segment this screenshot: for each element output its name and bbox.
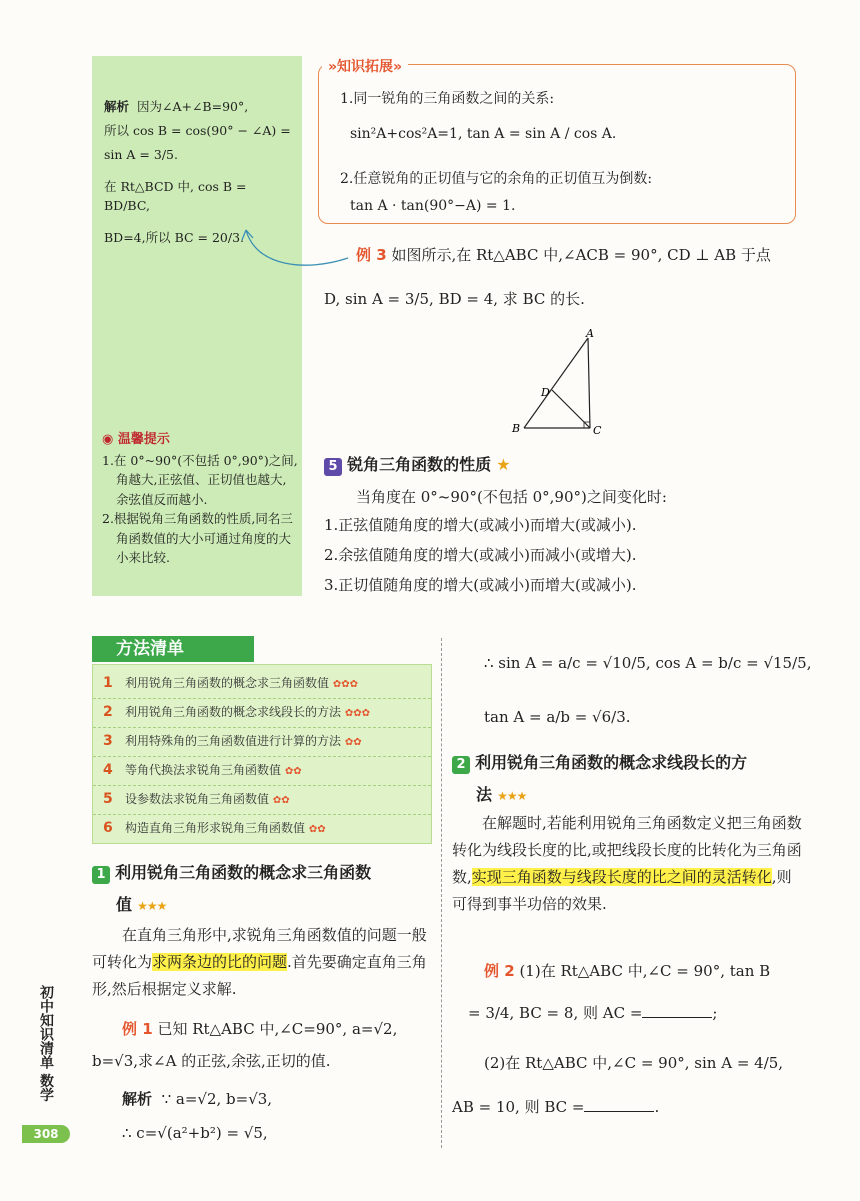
method-item: 2 利用锐角三角函数的概念求线段长的方法 ✿✿✿ <box>93 698 431 728</box>
highlight-text: 实现三角函数与线段长度的比之间的灵活转化 <box>471 868 772 886</box>
tip-item-2: 2.根据锐角三角函数的性质,同名三角函数值的大小可通过角度的大小来比较. <box>102 511 293 565</box>
section-1-paragraph: 在直角三角形中,求锐角三角函数值的问题一般可转化为求两条边的比的问题.首先要确定直角三角形,然后根据定义求解. <box>92 926 427 998</box>
analysis-line-2: 所以 cos B = cos(90° − ∠A) = <box>104 123 291 139</box>
example-3 <box>356 242 806 269</box>
knowledge-title: »知识拓展» <box>322 56 408 76</box>
star-icons: ★★★ <box>137 899 167 913</box>
example-2-part-2a: (2)在 Rt△ABC 中,∠C = 90°, sin A = 4/5, <box>484 1054 784 1072</box>
method-item: 1 利用锐角三角函数的概念求三角函数值 ✿✿✿ <box>93 669 431 699</box>
section-2-paragraph: 在解题时,若能利用锐角三角函数定义把三角函数转化为线段长度的比,或把线段长度的比转化为三角函数,实现三角函数与线段长度的比之间的灵活转化,则可得到事半功倍的效果. <box>452 814 802 913</box>
analysis-line-5: BD=4,所以 BC = 20/3. <box>104 229 245 245</box>
section-1-title: 利用锐角三角函数的概念求三角函数 <box>115 863 372 882</box>
solution-label: 解析 <box>122 1090 153 1108</box>
section-5-point-1: 1.正弦值随角度的增大(或减小)而增大(或减小). <box>324 516 637 534</box>
example-2-part-1b: = 3/4, BC = 8, 则 AC = ; <box>468 1004 718 1022</box>
highlight-text: 求两条边的比的问题 <box>152 953 288 971</box>
analysis-line-1: 因为∠A+∠B=90°, <box>136 99 249 114</box>
tip-title-text: 温馨提示 <box>117 432 170 447</box>
section-2-heading <box>452 750 812 774</box>
answer-blank-2 <box>584 1111 654 1112</box>
method-item: 3 利用特殊角的三角函数值进行计算的方法 ✿✿ <box>93 727 431 757</box>
result-line-2: tan A = a/b = √6/3. <box>484 708 631 726</box>
section-5-number: 5 <box>324 458 342 476</box>
method-list-header: 方法清单 <box>92 636 254 662</box>
tip-bullet-icon: ◉ <box>102 432 114 447</box>
section-5-intro: 当角度在 0°~90°(不包括 0°,90°)之间变化时: <box>356 488 667 506</box>
method-item: 4 等角代换法求锐角三角函数值 ✿✿ <box>93 756 431 786</box>
knowledge-line-3: 2.任意锐角的正切值与它的余角的正切值互为倒数: <box>340 171 653 187</box>
page-number: 308 <box>22 1125 70 1143</box>
knowledge-line-2: sin²A+cos²A=1, tan A = sin A / cos A. <box>350 126 617 142</box>
result-line-1: ∴ sin A = a/c = √10/5, cos A = b/c = √15/5, <box>484 654 812 672</box>
answer-blank-1 <box>642 1017 712 1018</box>
example-1-text-2: b=√3,求∠A 的正弦,余弦,正切的值. <box>92 1052 331 1070</box>
tip-item-1: 1.在 0°~90°(不包括 0°,90°)之间,角越大,正弦值、正切值也越大,余弦值反而越小. <box>102 453 298 507</box>
section-1-heading <box>92 860 437 884</box>
flower-icons: ✿✿✿ <box>332 679 358 690</box>
star-icons: ★★★ <box>497 789 527 803</box>
triangle-figure <box>510 328 610 438</box>
section-5-point-2: 2.余弦值随角度的增大(或减小)而减小(或增大). <box>324 546 637 564</box>
example-2-label: 例 2 <box>484 962 515 980</box>
example-3-text-1: 如图所示,在 Rt△ABC 中,∠ACB = 90°, CD ⊥ AB 于点 <box>391 246 771 264</box>
flower-icons: ✿✿ <box>284 766 302 777</box>
column-divider <box>441 638 442 1148</box>
solution-line-2: ∴ c=√(a²+b²) = √5, <box>122 1124 268 1142</box>
fig-label-d: D <box>541 386 550 399</box>
analysis-line-4: 在 Rt△BCD 中, cos B = BD/BC, <box>104 179 247 213</box>
section-2-title-cont: 法 ★★★ <box>476 785 527 804</box>
section-2-number: 2 <box>452 756 470 774</box>
analysis-label: 解析 <box>104 99 130 114</box>
double-arrow-icon: » <box>328 59 338 75</box>
section-5-heading <box>324 452 511 476</box>
section-2-title: 利用锐角三角函数的概念求线段长的方 <box>475 753 748 772</box>
knowledge-line-1: 1.同一锐角的三角函数之间的关系: <box>340 91 555 107</box>
example-3-text-2: D, sin A = 3/5, BD = 4, 求 BC 的长. <box>324 290 585 308</box>
double-arrow-icon-2: » <box>393 59 403 75</box>
tip-title <box>102 428 298 447</box>
knowledge-line-4: tan A · tan(90°−A) = 1. <box>350 198 516 214</box>
example-2-part-2b: AB = 10, 则 BC = . <box>452 1098 660 1116</box>
section-1-number: 1 <box>92 866 110 884</box>
method-item: 6 构造直角三角形求锐角三角函数值 ✿✿ <box>103 820 326 836</box>
warm-tip <box>102 428 298 567</box>
example-2 <box>484 958 770 985</box>
fig-label-b: B <box>512 422 521 435</box>
section-5-point-3: 3.正切值随角度的增大(或减小)而增大(或减小). <box>324 576 637 594</box>
fig-label-c: C <box>593 424 602 437</box>
flower-icons: ✿✿ <box>272 795 290 806</box>
method-item: 5 设参数法求锐角三角函数值 ✿✿ <box>93 785 431 815</box>
example-3-label: 例 3 <box>356 246 387 264</box>
solution-line-1: ∵ a=√2, b=√3, <box>161 1090 273 1108</box>
example-1-text-1: 已知 Rt△ABC 中,∠C=90°, a=√2, <box>157 1020 398 1038</box>
star-icon: ★ <box>496 455 511 474</box>
example-1 <box>122 1016 397 1043</box>
method-list <box>92 664 432 844</box>
example-1-label: 例 1 <box>122 1020 153 1038</box>
section-5-title: 锐角三角函数的性质 <box>347 455 492 474</box>
fig-label-a: A <box>586 328 594 340</box>
flower-icons: ✿✿✿ <box>344 708 370 719</box>
flower-icons: ✿✿ <box>344 737 362 748</box>
example-1-solution <box>122 1086 272 1113</box>
link-arrow <box>236 222 354 272</box>
example-2-part-1a: (1)在 Rt△ABC 中,∠C = 90°, tan B <box>519 962 771 980</box>
book-side-tab: 初中知识清单 数学 <box>38 985 54 1102</box>
section-1-title-cont: 值 ★★★ <box>116 895 167 914</box>
flower-icons: ✿✿ <box>308 824 326 835</box>
analysis-line-3: sin A = 3/5. <box>104 147 178 163</box>
